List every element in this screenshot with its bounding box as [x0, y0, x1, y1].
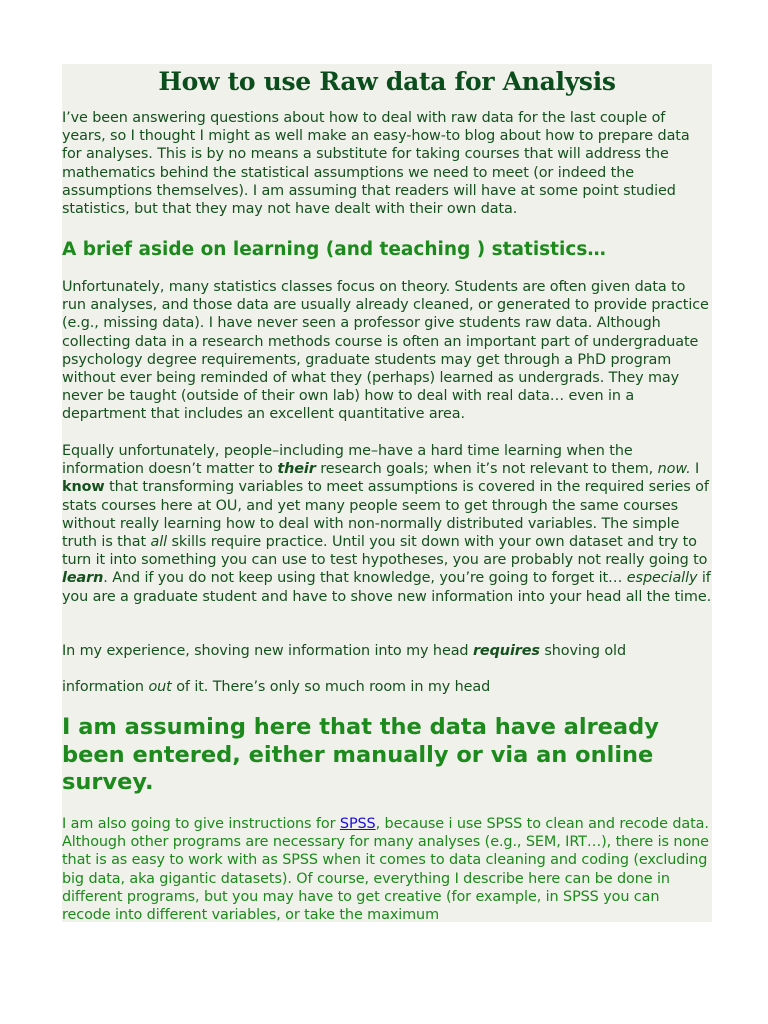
- page-title: How to use Raw data for Analysis: [158, 67, 616, 96]
- text-run: , because i use SPSS to clean and recode data. Although other programs are necessary for many analyses (e.g., SEM, IRT…), there is none that is as easy to work with as SPSS when it comes to data cleaning and coding (excluding big data, aka gigantic datasets). Of course, everything I describe here can be done in different programs, but you may have to get creative (for example, in SPSS you can recode into different variables, or take the maximum: [62, 816, 709, 922]
- spss-link[interactable]: SPSS: [339, 816, 376, 832]
- emphasis-out: out: [148, 679, 172, 695]
- text-run: Equally unfortunately, people–including me–have a hard time learning when the information doesn’t matter to: [62, 443, 633, 478]
- text-run: shoving old: [539, 643, 626, 659]
- emphasis-now: now.: [657, 461, 691, 478]
- emphasis-all: all: [150, 534, 168, 551]
- text-run: of it. There’s only so much room in my head: [171, 679, 491, 695]
- text-run: information: [62, 679, 149, 695]
- text-run: . And if you do not keep using that knowledge, you’re going to forget it…: [103, 570, 627, 587]
- aside-heading: A brief aside on learning (and teaching ) statistics…: [62, 239, 606, 260]
- emphasis-know: know: [62, 479, 105, 496]
- emphasis-their: their: [277, 461, 316, 478]
- text-run: I am also going to give instructions for: [62, 816, 340, 832]
- text-run: I: [690, 461, 700, 478]
- document-page: [62, 64, 712, 922]
- experience-paragraph: [62, 642, 712, 660]
- intro-paragraph: I’ve been answering questions about how to deal with raw data for the last couple of years, so I thought I might as well make an easy-how-to blog about how to prepare data for analyses. This is by no means a substitute for taking courses that will address the mathematics behind the statistical assumptions we need to meet (or indeed the assumptions themselves). I am assuming that readers will have at some point studied statistics, but that they may not have dealt with their own data.: [62, 110, 690, 218]
- assumption-heading: I am assuming here that the data have already been entered, either manually or via an online survey.: [62, 714, 659, 795]
- emphasis-requires: requires: [472, 643, 540, 659]
- spss-paragraph: [62, 815, 712, 922]
- emphasis-especially: especially: [626, 570, 698, 587]
- text-run: if you are a graduate student and have to shove new information into your head all the time.: [62, 570, 712, 605]
- text-run: that transforming variables to meet assumptions is covered in the required series of stats courses here at OU, and yet many people seem to get through the same courses without really learning how to deal with non-normally distributed variables. The simple truth is that: [62, 479, 709, 551]
- aside-paragraph: Unfortunately, many statistics classes focus on theory. Students are often given data to run analyses, and those data are usually already cleaned, or generated to provide practice (e.g., missing data). I have never seen a professor give students raw data. Although collecting data in a research methods course is often an important part of undergraduate psychology degree requirements, graduate students may get through a PhD program without ever being reminded of what they (perhaps) learned as undergrads. They may never be taught (outside of their own lab) how to deal with real data… even in a department that includes an excellent quantitative area.: [62, 279, 709, 423]
- text-run: research goals; when it’s not relevant to them,: [315, 461, 658, 478]
- emphasis-learn: learn: [62, 570, 104, 587]
- room-paragraph: [62, 678, 712, 696]
- learning-paragraph: [62, 442, 712, 606]
- text-run: In my experience, shoving new information into my head: [62, 643, 473, 659]
- text-run: skills require practice. Until you sit down with your own dataset and try to turn it into something you can use to test hypotheses, you are probably not really going to: [62, 534, 708, 569]
